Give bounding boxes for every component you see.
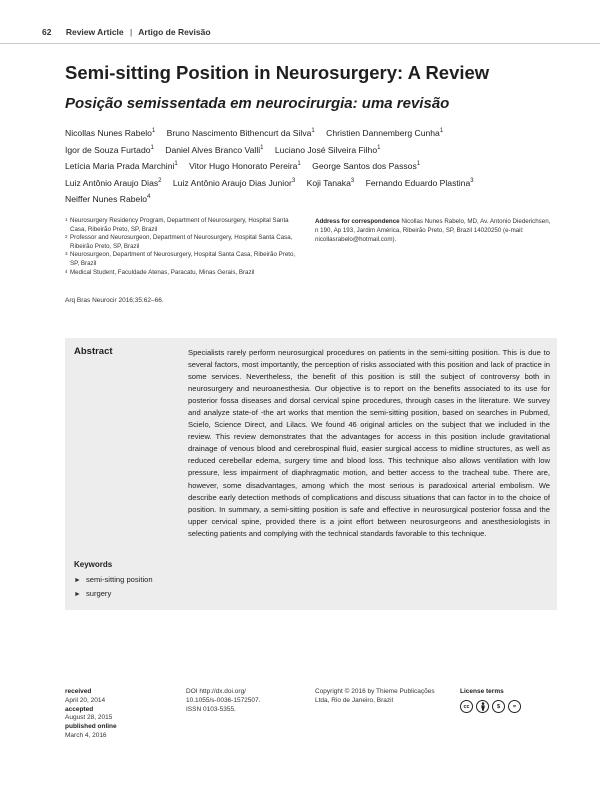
author[interactable]: Bruno Nascimento Bithencurt da Silva$^1$: [166, 128, 315, 138]
issn: ISSN 0103-5355.: [186, 705, 236, 713]
article-subtitle: Posição semissentada em neurocirurgia: uma revisão: [65, 95, 450, 112]
accepted-date: August 28, 2015: [65, 714, 113, 722]
keywords-heading: Keywords: [74, 560, 113, 569]
correspondence-text[interactable]: Nicollas Nunes Rabelo, MD, Av. Antonio Diederichsen, n 190, Ap 193, Jardim América, Ribeirão Preto, SP, Brazil 14020250 (e-mail: nicollasrabelo@hotmail.com).: [315, 218, 551, 243]
arrow-right-icon: ►: [74, 577, 81, 584]
cc-nc-icon: $: [492, 700, 505, 713]
running-header: [42, 27, 211, 37]
author-line: [65, 178, 565, 195]
affiliation: 2 Professor and Neurosurgeon, Department of Neurosurgery, Hospital Santa Casa, Ribeirão Preto, SP, Brazil: [65, 234, 293, 250]
author[interactable]: George Santos dos Passos$^1$: [312, 161, 421, 171]
author-list: [65, 128, 565, 211]
license-title: License terms: [460, 688, 504, 695]
author[interactable]: Christien Dannemberg Cunha$^1$: [326, 128, 444, 138]
author-line: [65, 194, 565, 211]
keywords-list: [74, 573, 153, 601]
header-separator: |: [130, 27, 133, 37]
cc-icon: cc: [460, 700, 473, 713]
author[interactable]: Fernando Eduardo Plastina$^3$: [365, 177, 474, 188]
doi-value[interactable]: 10.1055/s-0036-1572507.: [186, 696, 261, 704]
page-number: 62: [42, 27, 52, 37]
keyword-item[interactable]: ► semi-sitting position: [74, 575, 153, 584]
affiliation: 3 Neurosurgeon, Department of Neurosurgery, Hospital Santa Casa, Ribeirão Preto, SP, Brazil: [65, 251, 296, 267]
cc-nd-icon: =: [508, 700, 521, 713]
affiliation: 4 Medical Student, Faculdade Atenas, Paracatu, Minas Gerais, Brazil: [65, 268, 255, 276]
accepted-label: accepted: [65, 705, 94, 713]
author-line: [65, 145, 565, 162]
author-line: [65, 128, 565, 145]
abstract-heading: Abstract: [74, 346, 113, 357]
license-block: [460, 688, 560, 713]
author-line: [65, 161, 565, 178]
doi-block: [186, 688, 306, 714]
author[interactable]: Koji Tanaka$^3$: [306, 177, 355, 188]
affiliation: 1 Neurosurgery Residency Program, Department of Neurosurgery, Hospital Santa Casa, Ribeirão Preto, SP, Brazil: [65, 217, 289, 233]
section-label: Review Article: [65, 27, 124, 37]
published-date: March 4, 2016: [65, 731, 107, 739]
author[interactable]: Vitor Hugo Honorato Pereira$^1$: [189, 161, 301, 171]
author[interactable]: Daniel Alves Branco Valli$^1$: [165, 144, 264, 155]
affiliations: [65, 217, 305, 277]
author[interactable]: Neiffer Nunes Rabelo$^4$: [65, 194, 151, 204]
published-label: published online: [65, 723, 117, 731]
received-date: April 20, 2014: [65, 696, 106, 704]
license-icons[interactable]: [460, 700, 560, 713]
abstract-text: Specialists rarely perform neurosurgical procedures on patients in the semi-sitting position. This is due to several factors, most importantly, the perception of risks associated with this position and lack of practice in some services. Nevertheless, the benefit of this position is still the subject of controversy both in neurosurgery and neuroanesthesia. Our objective is to report on the benefits associated to its use for posterior fossa diseases and dorsal cervical spine procedures, through cases in the literature. We survey and analyze state-of -the art works that mention the semi-sitting position, based on searches in Pubmed, Scielo, Science Direct, and Lilacs. We found 46 original articles on the subject that we included in the review. This review demonstrates that the advantages for access in this position include gravitational drainage of venous blood and cerebrospinal fluid, easier surgical access to midline structures, as well as reduced cerebellar edema, surgery time and blood loss. This technique also allows ventilation with low pressure, less impairment of diaphragmatic motion, and better access to the tracheal tube. There are, however, some disadvantages, among which the most serious is paradoxical arterial embolism. We describe early detection methods of complications and discuss situations that can factor in to the choice of position. In summary, a semi-sitting position is safe and effective in neurosurgical posterior fossa and the upper cervical spine, provided there is a joint effort between neurosurgeons and anesthesiologists in selecting patients and complying with the technical standards favorable to this technique.: [188, 348, 550, 538]
copyright-line: Ltda, Rio de Janeiro, Brazil: [315, 696, 394, 704]
citation: Arq Bras Neurocir 2016;35:62–66.: [65, 297, 164, 304]
correspondence-label: Address for correspondence: [315, 218, 400, 225]
author[interactable]: Nicollas Nunes Rabelo$^1$: [65, 128, 156, 138]
author[interactable]: Luiz Antônio Araujo Dias$^2$: [65, 177, 162, 188]
section-label-pt: Artigo de Revisão: [138, 27, 211, 37]
author[interactable]: Igor de Souza Furtado$^1$: [65, 144, 154, 155]
article-title: Semi-sitting Position in Neurosurgery: A Review: [65, 62, 490, 83]
correspondence: [315, 217, 555, 244]
cc-by-icon: [476, 700, 489, 713]
author[interactable]: Letícia Maria Prada Marchini$^1$: [65, 161, 178, 171]
article-dates: [65, 688, 165, 741]
keyword-item[interactable]: ► surgery: [74, 589, 112, 598]
author[interactable]: Luciano José Silveira Filho$^1$: [274, 144, 381, 155]
author[interactable]: Luiz Antônio Araujo Dias Junior$^3$: [172, 177, 296, 188]
doi-line[interactable]: DOI http://dx.doi.org/: [186, 688, 246, 695]
arrow-right-icon: ►: [74, 591, 81, 598]
copyright-block: [315, 688, 445, 706]
received-label: received: [65, 688, 92, 695]
header-divider: [0, 43, 600, 44]
copyright-line: Copyright © 2016 by Thieme Publicações: [315, 688, 435, 695]
